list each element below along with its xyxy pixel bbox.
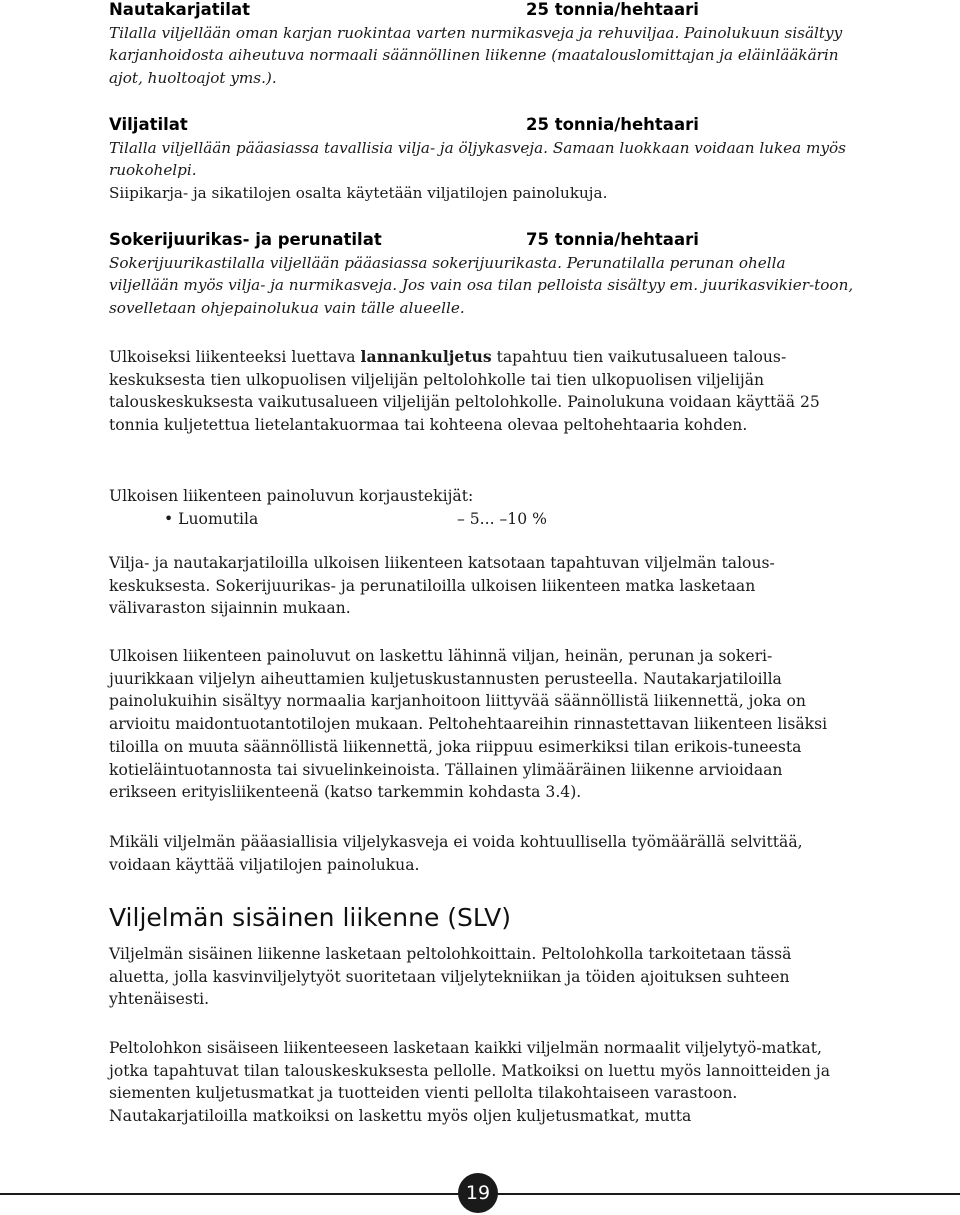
farm-type-value: 25 tonnia/hehtaari xyxy=(526,115,699,134)
correction-item xyxy=(109,508,854,531)
farm-type-label: Viljatilat xyxy=(109,115,188,134)
section-title: Viljelmän sisäinen liikenne (SLV) xyxy=(109,903,511,932)
farm-type-label: Sokerijuurikas- ja perunatilat xyxy=(109,230,382,249)
correction-value: – 5... –10 % xyxy=(457,509,547,528)
paragraph-internal-traffic: Viljelmän sisäinen liikenne lasketaan peltolohkoittain. Peltolohkolla tarkoitetaan tässä aluetta, jolla kasvinviljelytyöt suoritetaan viljelytekniikan ja töiden ajoituksen suhteen yhtenäisesti. xyxy=(109,945,792,1009)
correction-heading: Ulkoisen liikenteen painoluvun korjaustekijät: xyxy=(109,487,474,505)
correction-factors xyxy=(109,485,854,531)
farm-type-note: Siipikarja- ja sikatilojen osalta käytetään viljatilojen painolukuja. xyxy=(109,183,608,202)
page-number: 19 xyxy=(458,1173,498,1213)
farm-type-value: 25 tonnia/hehtaari xyxy=(526,0,699,19)
farm-type-description: Sokerijuurikastilalla viljellään pääasiassa sokerijuurikasta. Perunatilalla perunan ohella viljellään myös vilja- ja nurmikasveja. Jos vain osa tilan pelloista sisältyy em. juurikasvikier-toon, sovelletaan ohjepainolukua vain tälle alueelle. xyxy=(109,254,854,317)
paragraph-weight-basis: Ulkoisen liikenteen painoluvut on laskettu lähinnä viljan, heinän, perunan ja sokeri-juurikkaan viljelyn aiheuttamien kuljetuskustannusten perusteella. Nautakarjatiloilla painolukuihin sisältyy normaalia karjanhoitoon liittyvää säännöllistä liikennettä, joka on arvioitu maidontuotantotilojen mukaan. Peltohehtaareihin rinnastettavan liikenteen lisäksi tiloilla on muuta säännöllistä liikennettä, joka riippuu esimerkiksi tilan erikois-tuneesta kotieläintuotannosta tai sivuelinkeinoista. Tällainen ylimääräinen liikenne arvioidaan erikseen erityisliikenteenä (katso tarkemmin kohdasta 3.4). xyxy=(109,647,828,802)
farm-type-cattle xyxy=(109,0,854,89)
farm-type-description: Tilalla viljellään oman karjan ruokintaa varten nurmikasveja ja rehuviljaa. Painolukuun sisältyy karjanhoidosta aiheutuva normaali säännöllinen liikenne (maatalouslomittajan ja eläinlääkärin ajot, huoltoajot yms.). xyxy=(109,24,843,87)
paragraph-field-trips: Peltolohkon sisäiseen liikenteeseen lasketaan kaikki viljelmän normaalit viljelytyö-matkat, jotka tapahtuvat tilan talouskeskuksesta pellolle. Matkoiksi on luettu myös lannoitteiden ja siementen kuljetusmatkat ja tuotteiden vienti pellolta tilakohtaiseen varastoon. Nautakarjatiloilla matkoiksi on laskettu myös oljen kuljetusmatkat, mutta xyxy=(109,1039,831,1126)
paragraph-fallback: Mikäli viljelmän pääasiallisia viljelykasveja ei voida kohtuullisella työmäärällä selvittää, voidaan käyttää viljatilojen painolukua. xyxy=(109,833,803,874)
paragraph-text: tapahtuu tien vaikutusalueen talous-keskuksesta tien ulkopuolisen viljelijän peltolohkolle tai tien ulkopuolisen viljelijän talouskeskuksesta vaikutusalueen viljelijän peltolohkolle. Painolukuna voidaan käyttää 25 tonnia kuljetettua lietelantakuormaa tai kohteena olevaa peltohehtaaria kohden. xyxy=(109,348,820,435)
paragraph-manure-transport xyxy=(109,346,854,437)
correction-label: • Luomutila xyxy=(164,509,259,528)
farm-type-sugarbeet-potato xyxy=(109,230,854,319)
paragraph-traffic-origin: Vilja- ja nautakarjatiloilla ulkoisen liikenteen katsotaan tapahtuvan viljelmän talous-keskuksesta. Sokerijuurikas- ja perunatiloilla ulkoisen liikenteen matka lasketaan välivaraston sijainnin mukaan. xyxy=(109,554,775,618)
farm-type-value: 75 tonnia/hehtaari xyxy=(526,230,699,249)
farm-type-label: Nautakarjatilat xyxy=(109,0,250,19)
farm-type-description: Tilalla viljellään pääasiassa tavallisia vilja- ja öljykasveja. Samaan luokkaan voidaan lukea myös ruokohelpi. xyxy=(109,139,846,180)
paragraph-text: Ulkoiseksi liikenteeksi luettava xyxy=(109,348,361,366)
emphasis-term: lannankuljetus xyxy=(360,347,492,366)
farm-type-grain xyxy=(109,115,854,204)
